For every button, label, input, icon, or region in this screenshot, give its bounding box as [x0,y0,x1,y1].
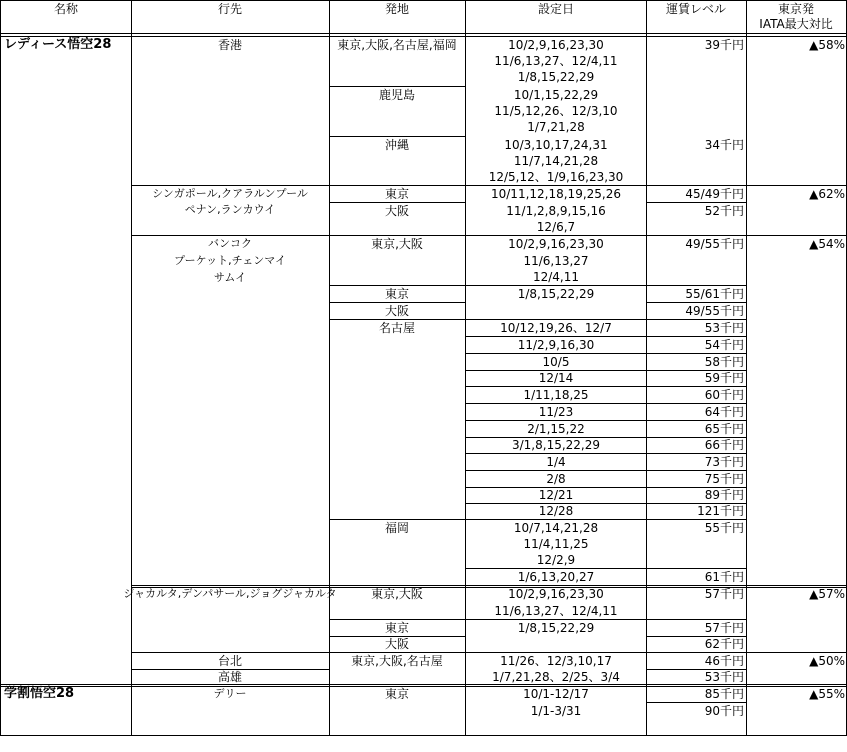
origin-label: 鹿児島 [378,88,416,102]
origin-label: 東京 [384,187,410,201]
origin-label: 東京 [384,287,410,301]
date-entry: 12/5,12、1/9,16,23,30 [488,170,624,184]
destination-label: デリー [213,687,247,700]
origin-label: 大阪 [384,637,410,651]
fare-value: 59千円 [704,371,744,385]
date-entry: 12/2,9 [536,553,576,567]
date-entry: 10/2,9,16,23,30 [508,587,604,601]
date-entry: 11/26、12/3,10,17 [500,654,612,668]
date-entry: 11/23 [538,405,574,419]
fare-value: 53千円 [704,670,744,684]
date-entry: 2/8 [546,472,566,486]
origin-label: 大阪 [384,204,410,218]
iata-compare: ▲50% [809,654,845,668]
destination-label: 台北 [217,654,243,668]
origin-label: 東京,大阪 [371,237,423,251]
date-entry: 10/12,19,26、12/7 [500,321,612,335]
fare-value: 85千円 [704,687,744,701]
fare-value: 89千円 [704,488,744,502]
date-entry: 1/11,18,25 [523,388,589,402]
origin-label: 東京,大阪 [371,587,423,601]
origin-label: 福岡 [384,521,410,535]
fare-value: 65千円 [704,422,744,436]
date-entry: 11/6,13,27 [523,254,589,268]
date-entry: 10/5 [542,355,570,369]
origin-label: 大阪 [384,304,410,318]
iata-compare: ▲62% [809,187,845,201]
fare-value: 121千円 [697,504,744,518]
date-entry: 10/1,15,22,29 [513,88,599,102]
iata-compare: ▲55% [809,687,845,701]
fare-value: 49/55千円 [685,304,744,318]
header-compare-line2: IATA最大対比 [759,17,833,31]
fare-value: 60千円 [704,388,744,402]
fare-value: 55千円 [704,521,744,535]
fare-value: 54千円 [704,338,744,352]
iata-compare: ▲54% [809,237,845,251]
date-entry: 12/6,7 [536,220,576,234]
date-entry: 10/1-12/17 [523,687,589,701]
header-destination: 行先 [217,2,243,16]
fare-value: 90千円 [704,704,744,718]
date-entry: 1/6,13,20,27 [517,570,595,584]
date-entry: 12/14 [538,371,574,385]
date-entry: 1/8,15,22,29 [517,70,595,84]
header-name: 名称 [53,2,79,16]
iata-compare: ▲58% [809,38,845,52]
date-entry: 11/5,12,26、12/3,10 [494,104,618,118]
destination-label: ペナン,ランカウイ [184,203,276,216]
fare-value: 61千円 [704,570,744,584]
origin-label: 東京,大阪,名古屋,福岡 [337,38,457,52]
fare-value: 66千円 [704,438,744,452]
date-entry: 10/7,14,21,28 [513,521,599,535]
date-entry: 12/21 [538,488,574,502]
fare-value: 73千円 [704,455,744,469]
iata-compare: ▲57% [809,587,845,601]
date-entry: 11/6,13,27、12/4,11 [494,604,618,618]
date-entry: 1/4 [546,455,566,469]
header-fare: 運賃レベル [665,2,727,16]
date-entry: 11/1,2,8,9,15,16 [506,204,606,218]
fare-value: 57千円 [704,587,744,601]
date-entry: 10/3,10,17,24,31 [504,138,608,152]
header-compare-line1: 東京発 [777,2,815,16]
fare-value: 52千円 [704,204,744,218]
fare-value: 58千円 [704,355,744,369]
date-entry: 2/1,15,22 [527,422,585,436]
date-entry: 10/2,9,16,23,30 [508,237,604,251]
fare-value: 75千円 [704,472,744,486]
date-entry: 10/11,12,18,19,25,26 [490,187,622,201]
grid-line [131,0,132,736]
fare-value: 34千円 [704,138,744,152]
origin-label: 東京 [384,621,410,635]
destination-label: プーケット,チェンマイ [173,254,287,267]
date-entry: 1/8,15,22,29 [517,621,595,635]
date-entry: 1/7,21,28 [527,120,585,134]
product-name-ladies: レディース悟空28 [4,37,112,52]
product-name-student: 学割悟空28 [4,686,75,701]
grid-line [0,0,1,736]
header-dates: 設定日 [537,2,575,16]
fare-value: 64千円 [704,405,744,419]
date-entry: 3/1,8,15,22,29 [511,438,601,452]
date-entry: 12/28 [538,504,574,518]
date-entry: 11/2,9,16,30 [517,338,595,352]
fare-value: 57千円 [704,621,744,635]
origin-label: 東京 [384,687,410,701]
destination-label: ジャカルタ,デンパサール,ジョグジャカルタ [123,587,337,600]
origin-label: 名古屋 [378,321,416,335]
date-entry: 1/1-3/31 [530,704,582,718]
date-entry: 11/7,14,21,28 [513,154,599,168]
grid-line [465,0,466,736]
grid-line [746,0,747,736]
destination-label: バンコク [208,237,252,250]
date-entry: 10/2,9,16,23,30 [508,38,604,52]
grid-line [0,735,847,736]
fare-value: 39千円 [704,38,744,52]
grid-line [0,33,847,34]
date-entry: 1/7,21,28、2/25、3/4 [492,670,620,684]
destination-label: シンガポール,クアラルンプール [152,187,308,200]
origin-label: 東京,大阪,名古屋 [351,654,443,668]
fare-value: 55/61千円 [685,287,744,301]
fare-value: 62千円 [704,637,744,651]
destination-label: 高雄 [217,670,243,684]
date-entry: 11/4,11,25 [523,537,589,551]
grid-line [646,0,647,736]
fare-value: 46千円 [704,654,744,668]
fare-value: 45/49千円 [685,187,744,201]
date-entry: 12/4,11 [532,270,580,284]
fare-value: 49/55千円 [685,237,744,251]
grid-line [329,0,330,736]
fare-value: 53千円 [704,321,744,335]
header-origin: 発地 [384,2,410,16]
destination-label: サムイ [213,271,247,284]
destination-label: 香港 [217,38,243,52]
origin-label: 沖縄 [384,138,410,152]
date-entry: 11/6,13,27、12/4,11 [494,54,618,68]
date-entry: 1/8,15,22,29 [517,287,595,301]
